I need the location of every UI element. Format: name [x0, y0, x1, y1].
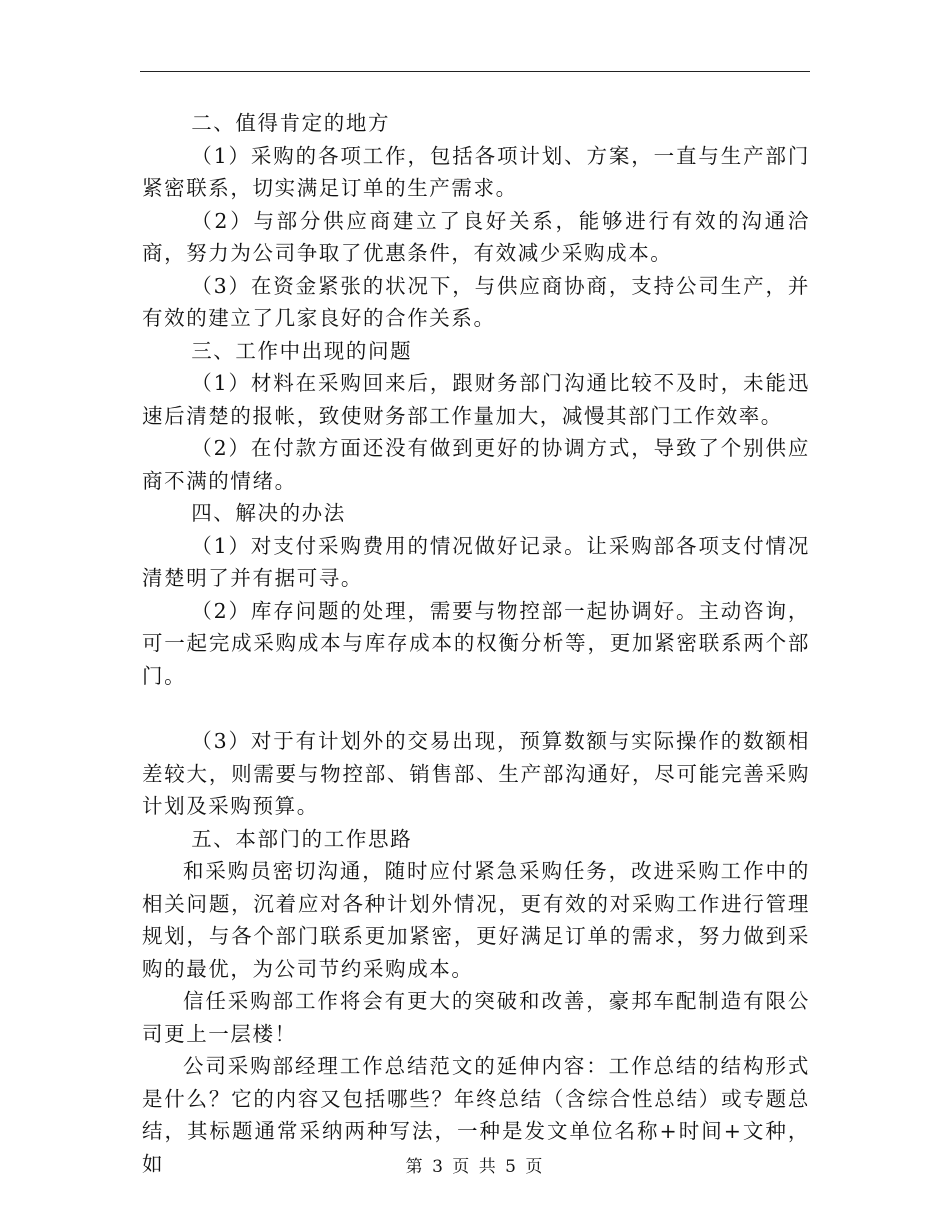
document-body [142, 107, 810, 1180]
paragraph-approach: 和采购员密切沟通，随时应付紧急采购任务，改进采购工作中的相关问题，沉着应对各种计划外情况，更有效的对采购工作进行管理规划，与各个部门联系更加紧密，更好满足订单的需求，努力做到采购的最优，为公司节约采购成本。 [142, 859, 810, 981]
paragraph-problem-2: （2）在付款方面还没有做到更好的协调方式，导致了个别供应商不满的情绪。 [142, 436, 810, 493]
section-heading-approach: 五、本部门的工作思路 [191, 826, 413, 851]
section-heading-affirm: 二、值得肯定的地方 [191, 111, 391, 135]
header-rule [140, 71, 810, 72]
paragraph-solution-3: （3）对于有计划外的交易出现，预算数额与实际操作的数额相差较大，则需要与物控部、销售部、生产部沟通好，尽可能完善采购计划及采购预算。 [142, 729, 810, 818]
paragraph-affirm-3: （3）在资金紧张的状况下，与供应商协商，支持公司生产，并有效的建立了几家良好的合作关系。 [142, 273, 810, 330]
paragraph-affirm-1: （1）采购的各项工作，包括各项计划、方案，一直与生产部门紧密联系，切实满足订单的生产需求。 [142, 143, 810, 200]
section-heading-problems: 三、工作中出现的问题 [191, 338, 413, 363]
paragraph-extension: 公司采购部经理工作总结范文的延伸内容：工作总结的结构形式是什么？它的内容又包括哪些？年终总结（含综合性总结）或专题总结，其标题通常采纳两种写法，一种是发文单位名称+时间+文种，如 [142, 1054, 810, 1176]
paragraph-gap [142, 692, 810, 725]
paragraph-affirm-2: （2）与部分供应商建立了良好关系，能够进行有效的沟通洽商，努力为公司争取了优惠条件，有效减少采购成本。 [142, 208, 810, 265]
paragraph-solution-1: （1）对支付采购费用的情况做好记录。让采购部各项支付情况清楚明了并有据可寻。 [142, 533, 810, 590]
paragraph-confidence: 信任采购部工作将会有更大的突破和改善，豪邦车配制造有限公司更上一层楼！ [142, 989, 810, 1046]
section-heading-solutions: 四、解决的办法 [191, 501, 346, 525]
page-number-footer: 第 3 页 共 5 页 [405, 1157, 545, 1177]
paragraph-solution-2: （2）库存问题的处理，需要与物控部一起协调好。主动咨询，可一起完成采购成本与库存成本的权衡分析等，更加紧密联系两个部门。 [142, 598, 810, 688]
paragraph-problem-1: （1）材料在采购回来后，跟财务部门沟通比较不及时，未能迅速后清楚的报帐，致使财务部工作量加大，减慢其部门工作效率。 [142, 371, 810, 428]
